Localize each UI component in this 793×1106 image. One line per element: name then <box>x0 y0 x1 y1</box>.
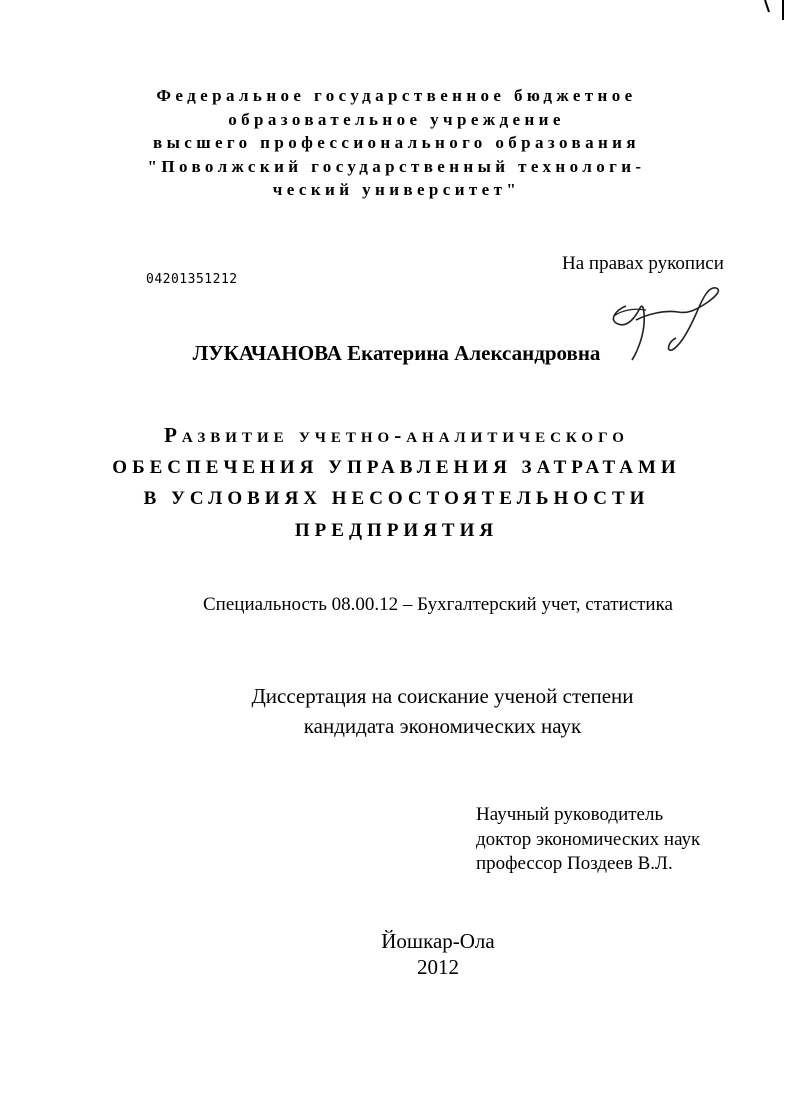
specialty: Специальность 08.00.12 – Бухгалтерский учет, статистика <box>203 594 673 615</box>
manuscript-note: На правах рукописи <box>562 253 724 274</box>
degree-line: кандидата экономических наук <box>303 714 582 738</box>
organization-header <box>0 84 793 202</box>
scientific-advisor <box>476 803 700 877</box>
title-line: В УСЛОВИЯХ НЕСОСТОЯТЕЛЬНОСТИ <box>143 488 650 509</box>
advisor-line: профессор Поздеев В.Л. <box>476 853 673 874</box>
organization-line: "Поволжский государственный технологи- <box>147 156 646 176</box>
dissertation-title <box>0 420 793 546</box>
title-line: Развитие учетно-аналитического <box>164 423 629 447</box>
organization-line: высшего профессионального образования <box>153 133 640 152</box>
city: Йошкар-Ола <box>381 929 495 953</box>
author-name: ЛУКАЧАНОВА Екатерина Александровна <box>192 341 601 365</box>
dissertation-degree <box>0 681 793 741</box>
organization-line: ческий университет" <box>272 180 521 199</box>
inventory-number: 04201351212 <box>146 272 238 287</box>
title-line: ПРЕДПРИЯТИЯ <box>294 519 499 541</box>
corner-mark-icon <box>761 0 787 20</box>
degree-line: Диссертация на соискание ученой степени <box>251 684 634 708</box>
advisor-line: доктор экономических наук <box>476 828 701 850</box>
organization-line: Федеральное государственное бюджетное <box>156 86 637 105</box>
organization-line: образовательное учреждение <box>228 109 565 129</box>
place-and-year <box>0 928 793 980</box>
advisor-line: Научный руководитель <box>476 804 664 825</box>
year: 2012 <box>417 955 459 979</box>
title-line: ОБЕСПЕЧЕНИЯ УПРАВЛЕНИЯ ЗАТРАТАМИ <box>112 456 681 478</box>
